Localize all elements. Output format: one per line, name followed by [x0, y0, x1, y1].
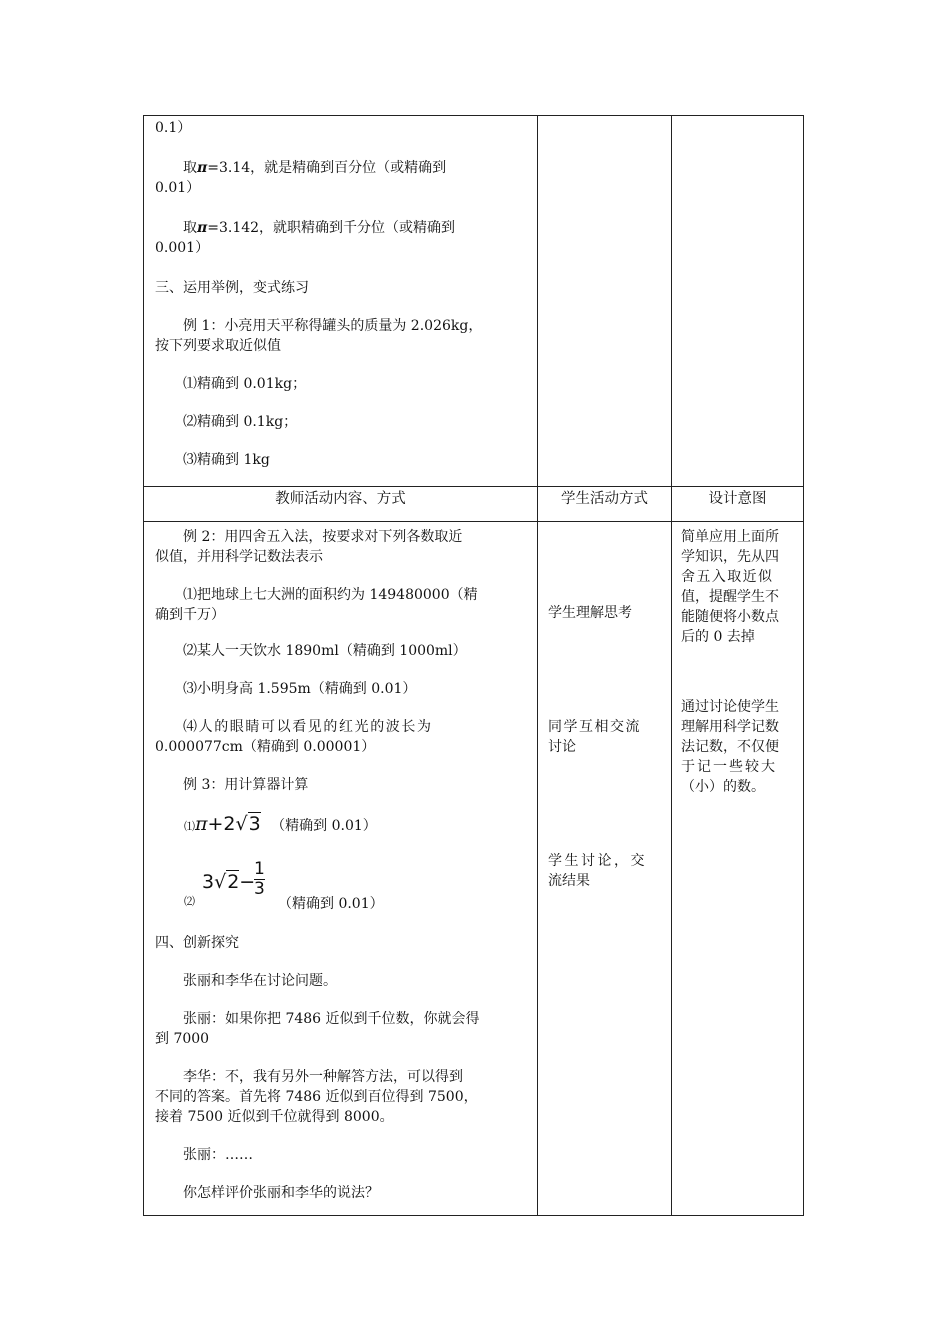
- text-line: 0.1）: [155, 120, 192, 136]
- text-line: 按下列要求取近似值: [155, 338, 281, 354]
- column-divider: [671, 116, 672, 1215]
- text-line: 取π=3.14，就是精确到百分位（或精确到: [183, 160, 447, 176]
- list-item: ⑶小明身高 1.595m（精确到 0.01）: [183, 681, 417, 697]
- list-item: ⑷人的眼睛可以看见的红光的波长为: [183, 719, 433, 735]
- list-item: ⑵精确到 0.1kg；: [183, 414, 298, 430]
- design-intent: 能随便将小数点: [681, 609, 779, 625]
- item-label: ⑴: [184, 820, 195, 833]
- text-line: 不同的答案。首先将 7486 近似到百位得到 7500，: [155, 1089, 478, 1105]
- lesson-table: [143, 115, 804, 1216]
- text-line: 0.01）: [155, 180, 201, 196]
- formula-expression: π+2√3: [195, 813, 261, 835]
- row-divider: [144, 486, 803, 487]
- formula-expression: 3√2−: [202, 871, 256, 893]
- formula-3-sqrt2-minus-third: [184, 859, 557, 912]
- column-divider: [537, 116, 538, 1215]
- design-intent: 通过讨论使学生: [681, 699, 779, 715]
- text-line: 张丽和李华在讨论问题。: [183, 973, 337, 989]
- section-heading: 四、创新探究: [155, 935, 239, 951]
- text-line: 例 1：小亮用天平称得罐头的质量为 2.026kg，: [183, 318, 483, 334]
- student-activity: 流结果: [548, 873, 590, 889]
- item-label: ⑵: [184, 895, 195, 908]
- design-intent: 理解用科学记数: [681, 719, 779, 735]
- student-activity: 同学互相交流: [548, 719, 641, 735]
- header-design: 设计意图: [708, 491, 767, 507]
- text-line: 确到千万）: [155, 607, 225, 623]
- list-item: ⑵某人一天饮水 1890ml（精确到 1000ml）: [183, 643, 467, 659]
- text-line: 取π=3.142，就职精确到千分位（或精确到: [183, 220, 456, 236]
- student-activity: 学生理解思考: [548, 605, 632, 621]
- text-line: 李华：不，我有另外一种解答方法，可以得到: [183, 1069, 463, 1085]
- design-intent: 简单应用上面所: [681, 529, 779, 545]
- text-line: 接着 7500 近似到千位就得到 8000。: [155, 1109, 394, 1125]
- header-teacher: 教师活动内容、方式: [275, 491, 406, 507]
- design-intent: 学知识，先从四: [681, 549, 779, 565]
- row-divider: [144, 521, 803, 522]
- text-line: 到 7000: [155, 1031, 210, 1047]
- section-heading: 三、运用举例，变式练习: [155, 280, 309, 296]
- text-line: 似值，并用科学记数法表示: [155, 549, 323, 565]
- text-line: 0.001）: [155, 240, 210, 256]
- design-intent: 舍五入取近似: [681, 569, 774, 585]
- text-line: 0.000077cm（精确到 0.00001）: [155, 739, 376, 755]
- design-intent: 值，提醒学生不: [681, 589, 779, 605]
- fraction-one-third: $\frac{1}{3}$: [254, 859, 265, 899]
- text-line: 例 3：用计算器计算: [183, 777, 309, 793]
- design-intent: 后的 0 去掉: [681, 629, 755, 645]
- design-intent: （小）的数。: [681, 779, 765, 795]
- formula-pi-plus-2-sqrt3: [184, 814, 557, 844]
- precision-note: （精确到 0.01）: [271, 818, 377, 834]
- student-activity: 学生讨论，交: [548, 853, 647, 869]
- header-student: 学生活动方式: [561, 491, 648, 507]
- list-item: ⑴精确到 0.01kg；: [183, 376, 307, 392]
- design-intent: 于记一些较大: [681, 759, 777, 775]
- design-intent: 法记数，不仅便: [681, 739, 779, 755]
- list-item: ⑶精确到 1kg: [183, 452, 270, 468]
- text-line: 你怎样评价张丽和李华的说法？: [183, 1185, 379, 1201]
- text-line: 张丽：……: [183, 1147, 253, 1163]
- text-line: 张丽：如果你把 7486 近似到千位数，你就会得: [183, 1011, 480, 1027]
- student-activity: 讨论: [548, 739, 576, 755]
- list-item: ⑴把地球上七大洲的面积约为 149480000（精: [183, 587, 478, 603]
- precision-note: （精确到 0.01）: [278, 896, 384, 912]
- text-line: 例 2：用四舍五入法，按要求对下列各数取近: [183, 529, 463, 545]
